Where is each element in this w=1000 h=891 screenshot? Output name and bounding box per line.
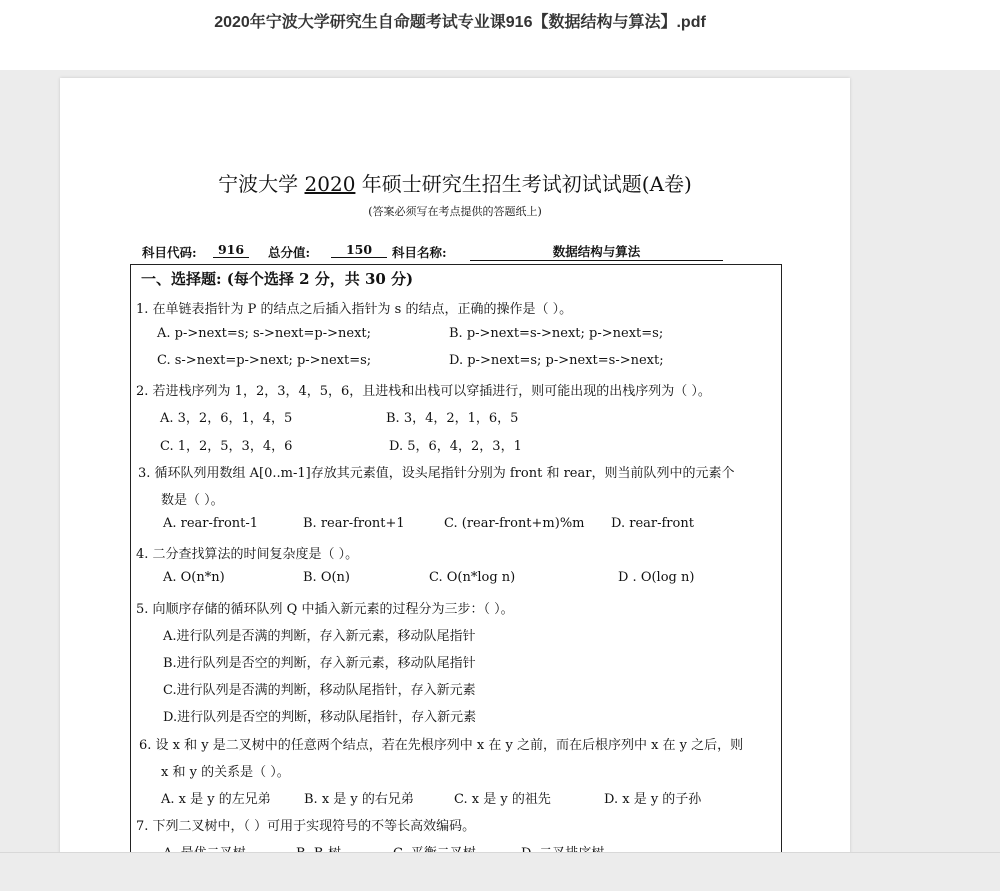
exam-title: [60, 168, 850, 197]
viewer-bottom-bar: [0, 852, 1000, 891]
q2-option-c: C. 1，2，5，3，4，6: [160, 439, 293, 454]
q4-option-c: C. O(n*log n): [429, 570, 516, 585]
q3-stem: 3. 循环队列用数组 A[0..m-1]存放其元素值，设头尾指针分别为 front 和 rear，则当前队列中的元素个: [138, 466, 735, 481]
q5-stem: 5. 向顺序存储的循环队列 Q 中插入新元素的过程分为三步：（ ）。: [136, 602, 514, 617]
q6-option-c: C. x 是 y 的祖先: [454, 792, 551, 807]
q4-stem: 4. 二分查找算法的时间复杂度是（ ）。: [136, 547, 359, 562]
q5-option-a: A.进行队列是否满的判断，存入新元素，移动队尾指针: [163, 629, 476, 644]
q4-option-d: D . O(log n): [618, 570, 695, 585]
subject-value: 数据结构与算法: [470, 242, 723, 261]
section-heading: 一、选择题: (每个选择 2 分，共 30 分): [141, 270, 414, 288]
q4-option-a: A. O(n*n): [163, 570, 225, 585]
viewer-toolbar: [0, 0, 1000, 70]
q1-option-b: B. p->next=s->next; p->next=s;: [449, 326, 664, 341]
q1-option-a: A. p->next=s; s->next=p->next;: [157, 326, 372, 341]
q5-option-d: D.进行队列是否空的判断，移动队尾指针，存入新元素: [163, 710, 477, 725]
exam-year: 2020: [304, 172, 356, 196]
q5-option-c: C.进行队列是否满的判断，移动队尾指针，存入新元素: [163, 683, 476, 698]
code-value: 916: [213, 242, 249, 258]
q7-stem: 7. 下列二叉树中，（ ）可用于实现符号的不等长高效编码。: [136, 819, 476, 834]
q6-stem-continued: x 和 y 的关系是（ ）。: [161, 765, 290, 780]
score-value: 150: [331, 242, 387, 258]
q2-option-a: A. 3，2，6，1，4，5: [160, 411, 293, 426]
q6-option-b: B. x 是 y 的右兄弟: [304, 792, 414, 807]
pdf-page: [60, 78, 850, 868]
subject-label: 科目名称:: [392, 245, 447, 260]
q3-stem-continued: 数是（ ）。: [161, 493, 224, 508]
q5-option-b: B.进行队列是否空的判断，存入新元素，移动队尾指针: [163, 656, 476, 671]
q6-stem: 6. 设 x 和 y 是二叉树中的任意两个结点，若在先根序列中 x 在 y 之前，而在后根序列中 x 在 y 之后，则: [139, 738, 744, 753]
document-title: 2020年宁波大学研究生自命题考试专业课916【数据结构与算法】.pdf: [214, 14, 706, 31]
score-label: 总分值:: [268, 245, 311, 260]
exam-title-suffix: 年硕士研究生招生考试初试试题(A卷): [361, 172, 692, 196]
exam-title-prefix: 宁波大学: [218, 172, 299, 196]
q6-option-d: D. x 是 y 的子孙: [604, 792, 702, 807]
q3-option-b: B. rear-front+1: [303, 516, 405, 531]
q1-stem: 1. 在单链表指针为 P 的结点之后插入指针为 s 的结点，正确的操作是（ ）。: [136, 302, 573, 317]
q3-option-c: C. (rear-front+m)%m: [444, 516, 585, 531]
q3-option-d: D. rear-front: [611, 516, 694, 531]
question-box: [130, 264, 782, 868]
code-label: 科目代码:: [142, 245, 197, 260]
q6-option-a: A. x 是 y 的左兄弟: [161, 792, 271, 807]
q1-option-c: C. s->next=p->next; p->next=s;: [157, 353, 372, 368]
answer-note: (答案必须写在考点提供的答题纸上): [368, 205, 542, 218]
q2-option-d: D. 5，6，4，2，3，1: [389, 439, 522, 454]
q2-stem: 2. 若进栈序列为 1，2，3，4，5，6，且进栈和出栈可以穿插进行，则可能出现的出栈序列为（ ）。: [136, 384, 711, 399]
q4-option-b: B. O(n): [303, 570, 350, 585]
q3-option-a: A. rear-front-1: [163, 516, 259, 531]
q1-option-d: D. p->next=s; p->next=s->next;: [449, 353, 664, 368]
q2-option-b: B. 3，4，2，1，6，5: [386, 411, 519, 426]
